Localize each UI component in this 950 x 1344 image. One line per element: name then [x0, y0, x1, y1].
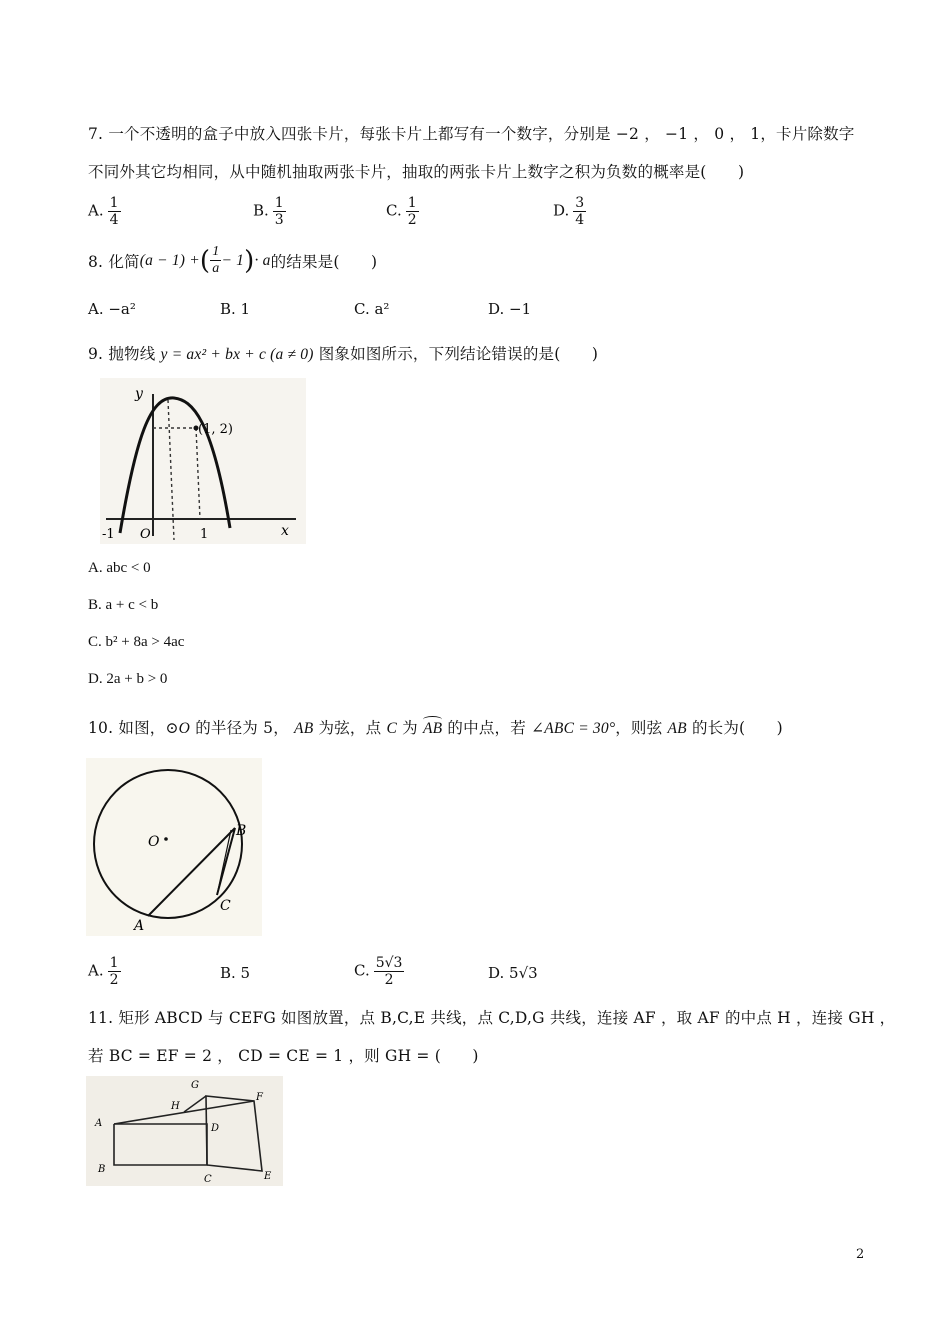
origin-label: O — [140, 527, 151, 542]
q9-option-b: B. a + c < b — [88, 597, 159, 613]
label-e: E — [264, 1171, 272, 1182]
q9-option-a: A. abc < 0 — [88, 560, 151, 576]
q9-option-c: C. b² + 8a > 4ac — [88, 634, 185, 650]
q10-stem: 10. 如图，⊙O 的半径为 5， AB 为弦，点 C 为 AB 的中点，若 ∠ABC = 30°，则弦 AB 的长为( ) — [88, 716, 783, 738]
q8-option-b: B. 1 — [220, 300, 251, 318]
tick-neg1: -1 — [102, 527, 115, 542]
label-d: D — [211, 1123, 220, 1134]
label-h: H — [171, 1101, 180, 1112]
q9-option-d: D. 2a + b > 0 — [88, 671, 168, 687]
x-axis-label: x — [281, 523, 289, 539]
y-axis-label: y — [135, 386, 143, 402]
q10-option-a: A. $\frac{1}{2}$ — [88, 955, 119, 988]
q7-option-b: B. $\frac{1}{3}$ — [253, 195, 284, 228]
q11-line1: 11. 矩形 ABCD 与 CEFG 如图放置，点 B,C,E 共线，点 C,D,G 共线，连接 AF ，取 AF 的中点 H ，连接 GH ， — [88, 1009, 896, 1027]
label-c: C — [220, 898, 231, 914]
label-o: O — [148, 834, 160, 850]
q7-line2: 不同外其它均相同，从中随机抽取两张卡片，抽取的两张卡片上数字之积为负数的概率是( ) — [88, 163, 745, 181]
arc-mark — [423, 716, 442, 723]
q8-stem: 8. 化简 (a − 1) + ( $\frac{1}{a}$ − 1 ) · a 的结果是( ) — [88, 244, 378, 276]
label-f: F — [256, 1092, 263, 1103]
q10-option-d: D. 5√3 — [488, 964, 538, 982]
q11-rectangles-figure — [86, 1076, 283, 1186]
q7-option-c: C. $\frac{1}{2}$ — [386, 195, 417, 228]
q10-option-b: B. 5 — [220, 964, 251, 982]
q10-circle-figure — [86, 758, 262, 936]
point-label: (1, 2) — [198, 422, 233, 437]
q8-option-c: C. a² — [354, 300, 390, 318]
q11-line2: 若 BC = EF = 2 ， CD = CE = 1 ，则 GH = ( ) — [88, 1047, 479, 1065]
q10-option-c: C. $\frac{5√3}{2}$ — [354, 955, 403, 988]
label-b: B — [98, 1164, 106, 1175]
center-dot — [164, 837, 168, 841]
label-a: A — [134, 918, 145, 934]
q8-option-a: A. −a² — [88, 300, 136, 318]
q9-stem: 9. 抛物线 y = ax² + bx + c (a ≠ 0) 图象如图所示，下列结论错误的是( ) — [88, 345, 599, 363]
page-number: 2 — [856, 1247, 865, 1262]
q8-option-d: D. −1 — [488, 300, 532, 318]
label-g: G — [191, 1080, 199, 1091]
q7-line1: 7. 一个不透明的盒子中放入四张卡片，每张卡片上都写有一个数字，分别是 −2 ， −1 ， 0 ， 1，卡片除数字 — [88, 125, 855, 143]
label-a: A — [95, 1118, 103, 1129]
label-c: C — [204, 1174, 212, 1185]
label-b: B — [236, 823, 247, 839]
q7-option-d: D. $\frac{3}{4}$ — [553, 195, 585, 228]
tick-1: 1 — [200, 527, 209, 542]
q9-parabola-figure — [100, 378, 306, 544]
q7-option-a: A. $\frac{1}{4}$ — [88, 195, 119, 228]
